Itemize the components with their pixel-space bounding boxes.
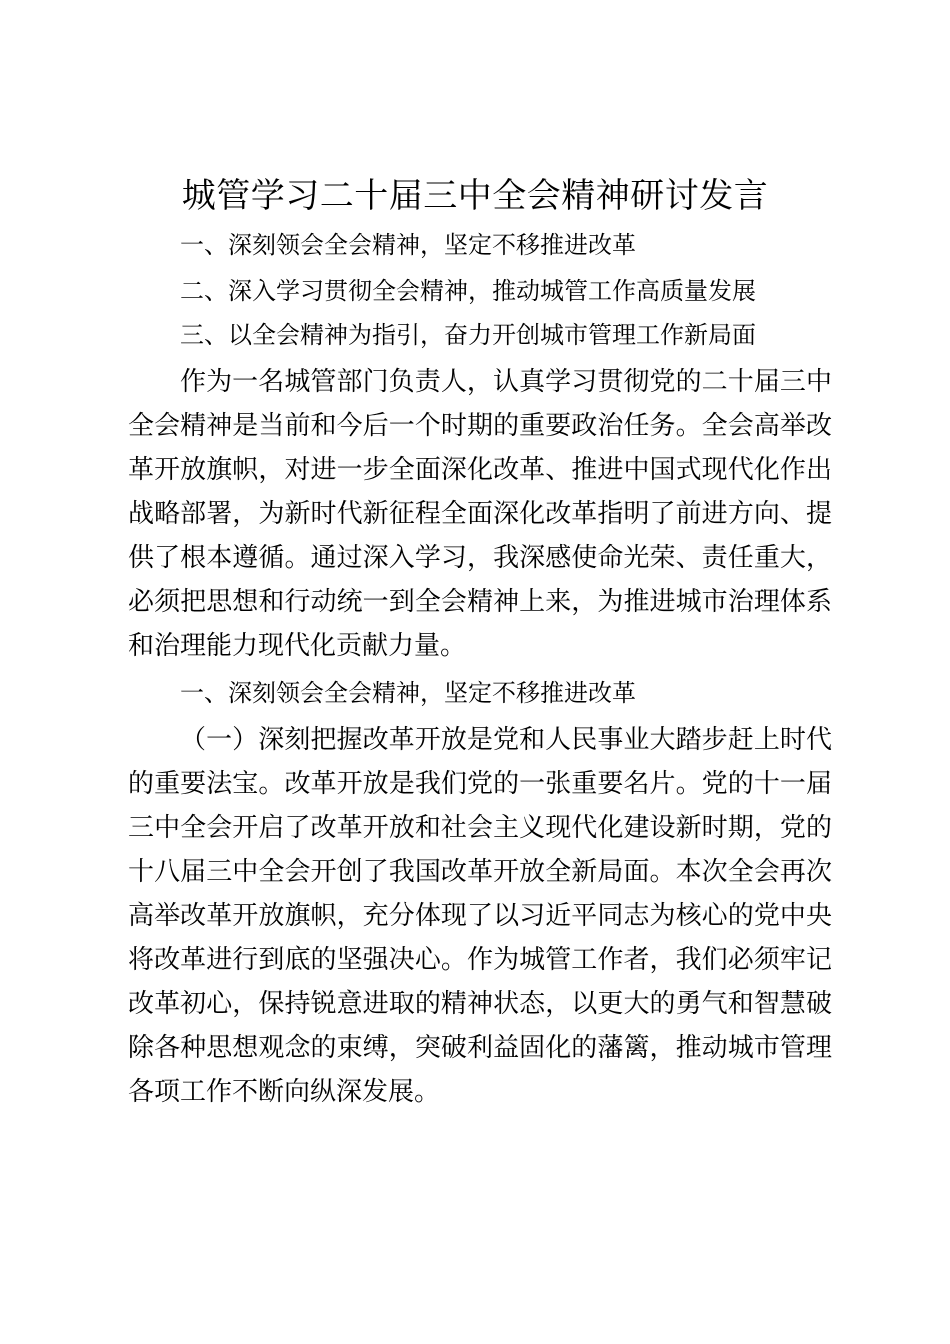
- section-one-paragraph: （一）深刻把握改革开放是党和人民事业大踏步赶上时代的重要法宝。改革开放是我们党的一张重要名片。党的十一届三中全会开启了改革开放和社会主义现代化建设新时期，党的十八届三中全会开创了我国改革开放全新局面。本次全会再次高举改革开放旗帜，充分体现了以习近平同志为核心的党中央将改革进行到底的坚强决心。作为城管工作者，我们必须牢记改革初心，保持锐意进取的精神状态，以更大的勇气和智慧破除各种思想观念的束缚，突破利益固化的藩篱，推动城市管理各项工作不断向纵深发展。: [128, 725, 832, 1107]
- outline-item-1: 一、深刻领会全会精神，坚定不移推进改革: [180, 231, 636, 259]
- intro-paragraph: 作为一名城管部门负责人，认真学习贯彻党的二十届三中全会精神是当前和今后一个时期的重要政治任务。全会高举改革开放旗帜，对进一步全面深化改革、推进中国式现代化作出战略部署，为新时代新征程全面深化改革指明了前进方向、提供了根本遵循。通过深入学习，我深感使命光荣、责任重大，必须把思想和行动统一到全会精神上来，为推进城市治理体系和治理能力现代化贡献力量。: [128, 367, 832, 661]
- outline-item-2: 二、深入学习贯彻全会精神，推动城管工作高质量发展: [180, 277, 756, 305]
- section-one-heading: 一、深刻领会全会精神，坚定不移推进改革: [180, 679, 636, 707]
- document-title: 城管学习二十届三中全会精神研讨发言: [181, 176, 769, 216]
- outline-item-3: 三、以全会精神为指引，奋力开创城市管理工作新局面: [180, 321, 756, 349]
